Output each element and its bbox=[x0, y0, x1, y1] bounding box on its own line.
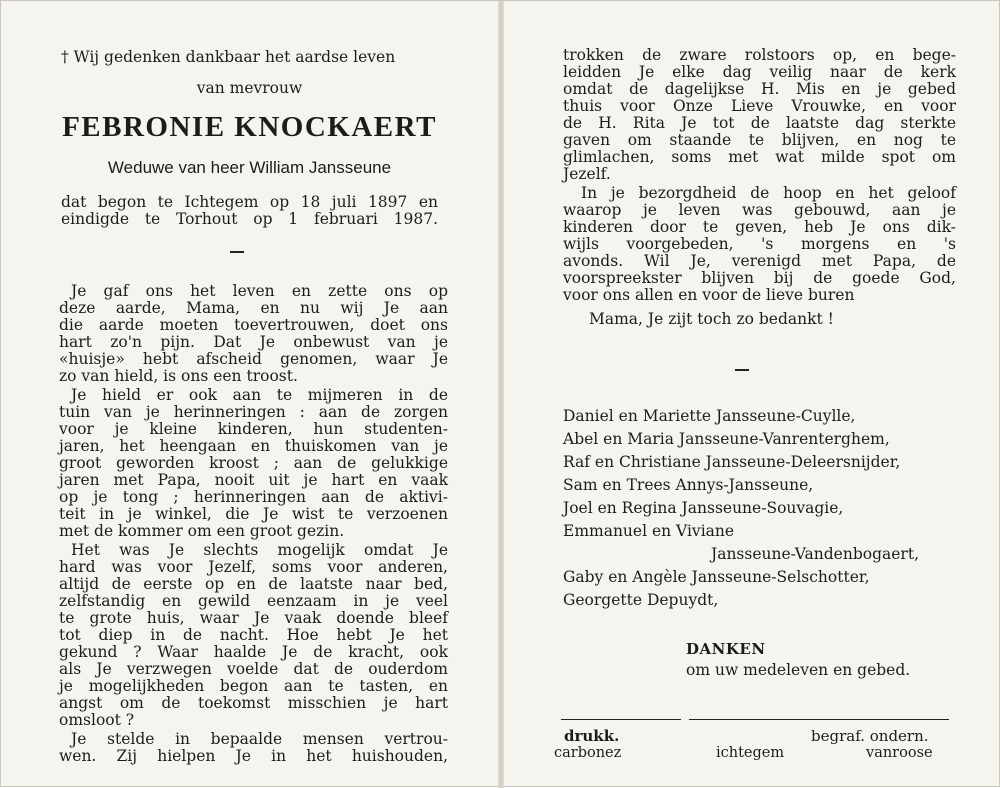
family-member: Raf en Christiane Jansseune-Deleersnijder, bbox=[563, 453, 901, 471]
intro-line: † Wij gedenken dankbaar het aardse leven bbox=[61, 48, 396, 66]
text-line: trokken de zware rolstoors op, en bege- bbox=[563, 46, 956, 64]
text-line: Je stelde in bepaalde mensen vertrou- bbox=[71, 730, 448, 748]
text-line: gekund ? Waar haalde Je de kracht, ook bbox=[59, 643, 448, 661]
family-member: Joel en Regina Jansseune-Souvagie, bbox=[563, 499, 844, 517]
family-member: Sam en Trees Annys-Jansseune, bbox=[563, 476, 814, 494]
separator-dash bbox=[230, 251, 244, 253]
text-line: angst om de toekomst misschien je hart bbox=[59, 694, 448, 712]
family-member: Emmanuel en Viviane bbox=[563, 522, 735, 540]
text-line: Je hield er ook aan te mijmeren in de bbox=[71, 386, 448, 404]
place-name: ichtegem bbox=[716, 745, 785, 761]
text-line: avonds. Wil Je, verenigd met Papa, de bbox=[563, 252, 956, 270]
text-line: de H. Rita Je tot de laatste dag sterkte bbox=[563, 114, 956, 132]
text-line: zelfstandig en gewild eenzaam in je veel bbox=[59, 592, 448, 610]
text-line: altijd de eerste op en de laatste naar bed, bbox=[59, 575, 448, 593]
family-member: Gaby en Angèle Jansseune-Selschotter, bbox=[563, 568, 870, 586]
dates-line-2: eindigde te Torhout op 1 februari 1987. bbox=[61, 210, 438, 228]
text-line: wijls voorgebeden, 's morgens en 's bbox=[563, 235, 956, 253]
text-line: jaren met Papa, nooit uit je hart en vaak bbox=[59, 471, 448, 489]
signature-line bbox=[689, 719, 949, 720]
text-line: glimlachen, soms met wat milde spot om bbox=[563, 148, 956, 166]
widow-subtitle: Weduwe van heer William Jansseune bbox=[107, 158, 392, 177]
text-line: leidden Je elke dag veilig naar de kerk bbox=[563, 63, 956, 81]
left-page bbox=[1, 1, 498, 788]
text-line: deze aarde, Mama, en nu wij Je aan bbox=[59, 299, 448, 317]
text-line: zo van hield, is ons een troost. bbox=[59, 367, 298, 385]
text-line: jaren, het heengaan en thuiskomen van je bbox=[59, 437, 448, 455]
text-line: hart zo'n pijn. Dat Je onbewust van je bbox=[59, 333, 448, 351]
text-line: teit in je winkel, die Je wist te verzoenen bbox=[59, 505, 448, 523]
text-line: omdat de dagelijkse H. Mis en je gebed bbox=[563, 80, 956, 98]
family-member: Georgette Depuydt, bbox=[563, 591, 719, 609]
family-member: Abel en Maria Jansseune-Vanrenterghem, bbox=[563, 430, 890, 448]
family-member: Jansseune-Vandenbogaert, bbox=[711, 545, 919, 563]
text-line: die aarde moeten toevertrouwen, doet ons bbox=[59, 316, 448, 334]
funeral-name: vanroose bbox=[866, 745, 933, 761]
text-line: waarop je leven was gebouwd, aan je bbox=[563, 201, 956, 219]
text-line: kinderen door te geven, heb Je ons dik- bbox=[563, 218, 956, 236]
text-line: Het was Je slechts mogelijk omdat Je bbox=[71, 541, 448, 559]
intro-van-mevrouw: van mevrouw bbox=[196, 79, 303, 97]
text-line: als Je verzwegen voelde dat de ouderdom bbox=[59, 660, 448, 678]
thanks-text: om uw medeleven en gebed. bbox=[686, 661, 911, 679]
text-line: omsloot ? bbox=[59, 711, 135, 729]
text-line: op je tong ; herinneringen aan de aktivi- bbox=[59, 488, 448, 506]
separator-dash bbox=[735, 369, 749, 371]
deceased-name: FEBRONIE KNOCKAERT bbox=[62, 111, 437, 143]
text-line: groot geworden kroost ; aan de gelukkige bbox=[59, 454, 448, 472]
text-line: met de kommer om een groot gezin. bbox=[59, 522, 345, 540]
text-line: In je bezorgdheid de hoop en het geloof bbox=[581, 184, 956, 202]
text-line: tot diep in de nacht. Hoe hebt Je het bbox=[59, 626, 448, 644]
text-line: voorspreekster blijven bij de goede God, bbox=[563, 269, 956, 287]
text-line: wen. Zij hielpen Je in het huishouden, bbox=[59, 747, 448, 765]
text-line: gaven om staande te blijven, en nog te bbox=[563, 131, 956, 149]
right-page bbox=[504, 1, 1000, 788]
thanks-title: DANKEN bbox=[686, 640, 766, 658]
funeral-label: begraf. ondern. bbox=[811, 727, 929, 745]
text-line: te grote huis, waar Je vaak doende bleef bbox=[59, 609, 448, 627]
text-line: tuin van je herinneringen : aan de zorgen bbox=[59, 403, 448, 421]
signature-line bbox=[561, 719, 681, 720]
dates-line-1: dat begon te Ichtegem op 18 juli 1897 en bbox=[61, 193, 438, 211]
family-member: Daniel en Mariette Jansseune-Cuylle, bbox=[563, 407, 856, 425]
text-line: Je gaf ons het leven en zette ons op bbox=[71, 282, 448, 300]
text-line: «huisje» hebt afscheid genomen, waar Je bbox=[59, 350, 448, 368]
text-line: thuis voor Onze Lieve Vrouwke, en voor bbox=[563, 97, 956, 115]
text-line: Jezelf. bbox=[563, 165, 611, 183]
text-line: je mogelijkheden begon aan te tasten, en bbox=[59, 677, 448, 695]
printer-label: drukk. bbox=[564, 727, 620, 745]
text-line: voor je kleine kinderen, hun studenten- bbox=[59, 420, 448, 438]
printer-name: carbonez bbox=[554, 745, 622, 761]
closing-line: Mama, Je zijt toch zo bedankt ! bbox=[589, 310, 834, 328]
text-line: voor ons allen en voor de lieve buren bbox=[563, 286, 855, 304]
text-line: hard was voor Jezelf, soms voor anderen, bbox=[59, 558, 448, 576]
